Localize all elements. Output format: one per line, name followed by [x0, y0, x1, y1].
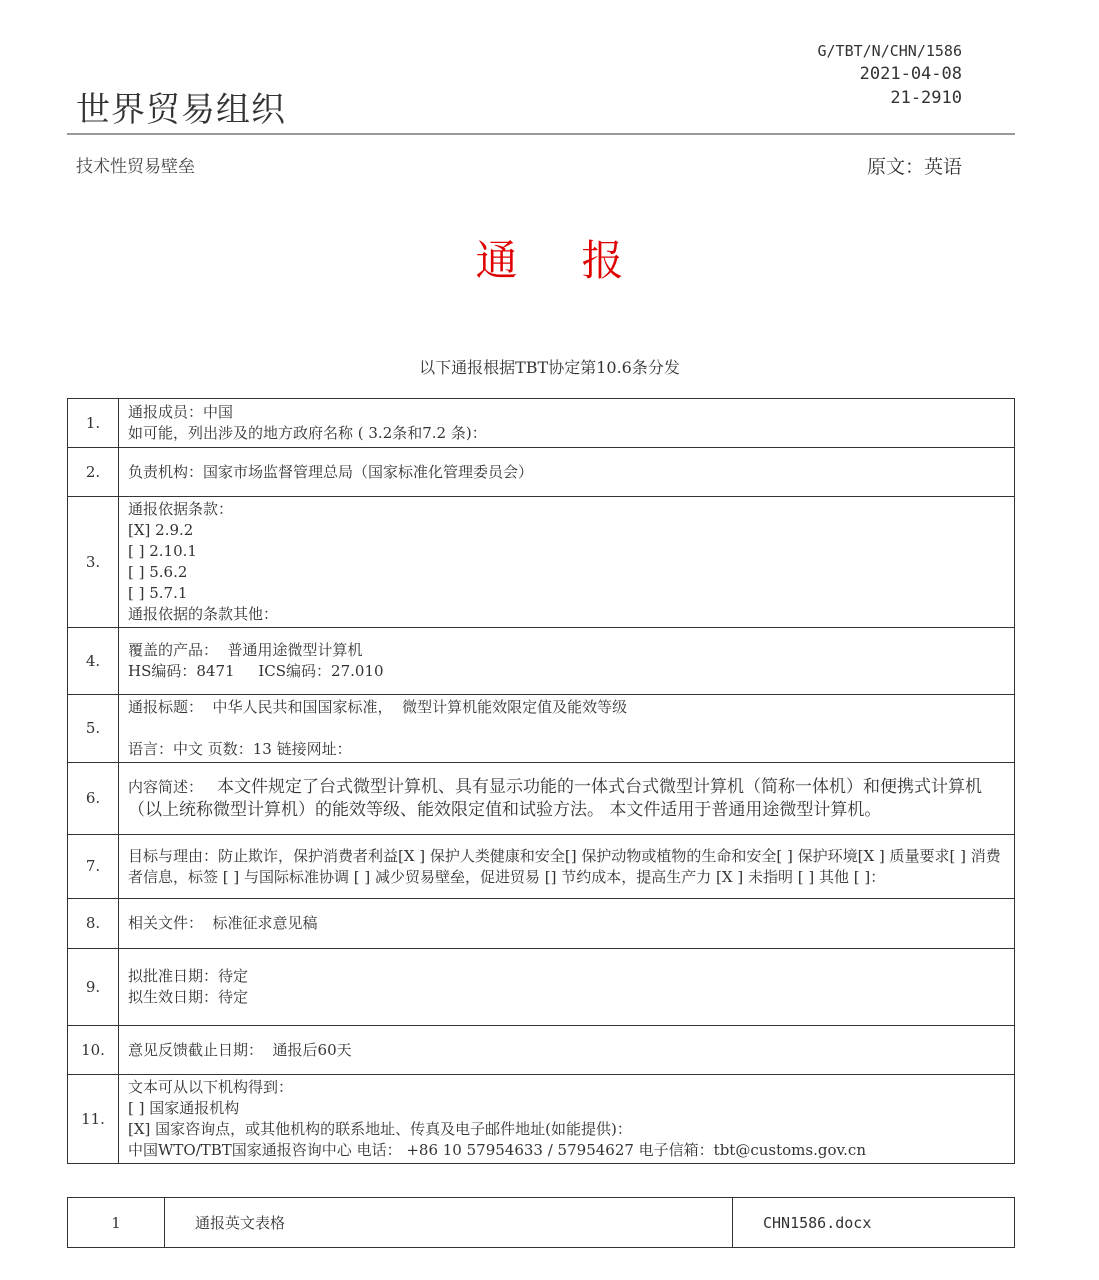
row-content — [119, 628, 1015, 695]
notification-table — [67, 398, 1015, 1164]
row-content — [119, 695, 1015, 763]
row-line: HS编码：8471 ICS编码：27.010 — [128, 662, 384, 680]
row-line: 覆盖的产品： 普通用途微型计算机 — [128, 641, 363, 659]
document-date: 2021-04-08 — [859, 64, 962, 84]
row-number: 6. — [68, 763, 119, 835]
row-number: 10. — [68, 1026, 119, 1075]
row-number: 7. — [68, 835, 119, 899]
table-row — [68, 1075, 1015, 1164]
attachment-file-link[interactable]: CHN1586.docx — [733, 1198, 1015, 1248]
row-content — [119, 763, 1015, 835]
row-text: 目标与理由：防止欺诈，保护消费者利益[X ] 保护人类健康和安全[] 保护动物或植物的生命和安全[ ] 保护环境[X ] 质量要求[ ] 消费者信息，标签 [ ] 与国际标准协调 [ ] 减少贸易壁垒，促进贸易 [] 节约成本，提高生产力 [X ] 未指明 [ ] 其他 [ ]： — [128, 846, 1001, 886]
row-line: 相关文件： 标准征求意见稿 — [128, 914, 318, 932]
committee-name: 技术性贸易壁垒 — [76, 157, 195, 177]
header-divider — [67, 133, 1015, 135]
row-number: 5. — [68, 695, 119, 763]
table-row — [68, 399, 1015, 448]
table-row — [68, 695, 1015, 763]
original-language: 原文：英语 — [866, 156, 962, 178]
row-number: 4. — [68, 628, 119, 695]
table-row — [68, 628, 1015, 695]
row-line: 如可能，列出涉及的地方政府名称 ( 3.2条和7.2 条)： — [128, 424, 487, 442]
table-row — [68, 763, 1015, 835]
organization-name: 世界贸易组织 — [76, 90, 286, 130]
row-content — [119, 399, 1015, 448]
row-line: [ ] 国家通报机构 — [128, 1099, 240, 1117]
row-line: 拟生效日期：待定 — [128, 988, 249, 1006]
attachment-number: 1 — [68, 1198, 165, 1248]
row-content — [119, 497, 1015, 628]
row-line: 语言：中文 页数：13 链接网址： — [128, 740, 352, 758]
row-number: 11. — [68, 1075, 119, 1164]
row-line: [ ] 5.6.2 — [128, 563, 188, 581]
row-content — [119, 899, 1015, 949]
row-number: 9. — [68, 949, 119, 1026]
row-content — [119, 949, 1015, 1026]
row-line: 通报标题： 中华人民共和国国家标准， 微型计算机能效限定值及能效等级 — [128, 698, 628, 716]
row-line — [128, 718, 1006, 739]
row-prefix: 内容简述： — [128, 777, 204, 796]
row-content — [119, 1026, 1015, 1075]
row-text: 本文件规定了台式微型计算机、具有显示功能的一体式台式微型计算机（简称一体机）和便携式计算机（以上统称微型计算机）的能效等级、能效限定值和试验方法。 本文件适用于普通用途微型计算机。 — [128, 776, 983, 820]
document-symbol: G/TBT/N/CHN/1586 — [817, 42, 962, 60]
row-content — [119, 835, 1015, 899]
row-line: 意见反馈截止日期： 通报后60天 — [128, 1040, 352, 1059]
row-line: 中国WTO/TBT国家通报咨询中心 电话： +86 10 57954633 / 57954627 电子信箱：tbt@customs.gov.cn — [128, 1141, 866, 1159]
row-line: 通报依据条款： — [128, 500, 234, 518]
row-line: 负责机构：国家市场监督管理总局（国家标准化管理委员会） — [128, 462, 534, 481]
document-number: 21-2910 — [890, 88, 962, 108]
table-row — [68, 497, 1015, 628]
row-content — [119, 1075, 1015, 1164]
row-line: [X] 2.9.2 — [128, 521, 194, 539]
row-paragraph — [128, 846, 1006, 888]
table-row — [68, 1026, 1015, 1075]
row-line: 拟批准日期：待定 — [128, 967, 249, 985]
row-number: 2. — [68, 448, 119, 497]
row-line: 通报成员：中国 — [128, 403, 234, 421]
table-row — [68, 835, 1015, 899]
row-line: [X] 国家咨询点，或其他机构的联系地址、传真及电子邮件地址(如能提供)： — [128, 1120, 632, 1138]
row-line: 文本可从以下机构得到： — [128, 1078, 294, 1096]
row-content — [119, 448, 1015, 497]
notification-table-body — [68, 399, 1015, 1164]
row-number: 3. — [68, 497, 119, 628]
attachment-table — [67, 1197, 1015, 1248]
row-paragraph — [128, 776, 1006, 822]
row-line: [ ] 2.10.1 — [128, 542, 197, 560]
row-line: [ ] 5.7.1 — [128, 584, 188, 602]
row-number: 8. — [68, 899, 119, 949]
page-subtitle: 以下通报根据TBT协定第10.6条分发 — [419, 358, 680, 377]
page-title: 通报 — [475, 236, 688, 285]
table-row — [68, 949, 1015, 1026]
table-row — [68, 899, 1015, 949]
table-row — [68, 448, 1015, 497]
row-number: 1. — [68, 399, 119, 448]
row-line: 通报依据的条款其他： — [128, 605, 279, 623]
attachment-row — [68, 1198, 1015, 1248]
attachment-label: 通报英文表格 — [165, 1198, 733, 1248]
